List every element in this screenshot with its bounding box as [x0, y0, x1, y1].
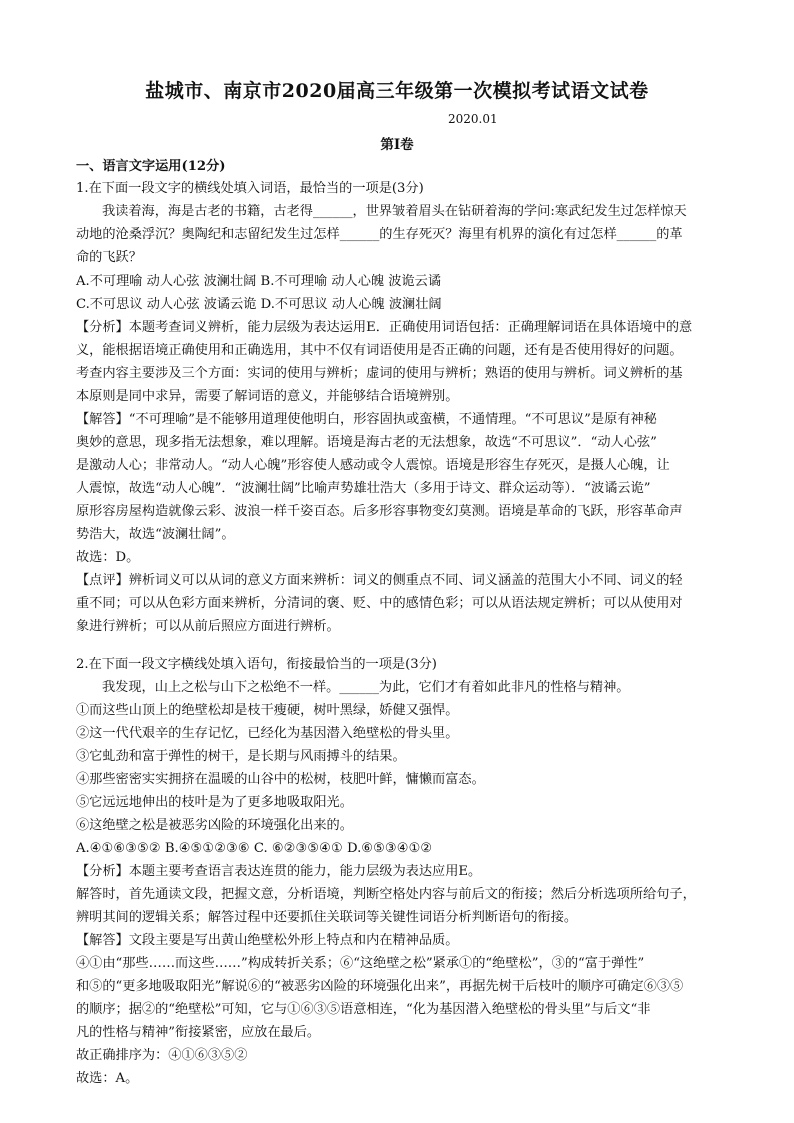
question-2-sentence: ⑥这绝壁之松是被恶劣凶险的环境强化出来的。	[76, 818, 353, 833]
question-2-sentence: ⑤它远远地伸出的枝叶是为了更多地吸取阳光。	[76, 795, 353, 810]
volume-heading: 第Ⅰ卷	[380, 137, 414, 153]
question-2-answer-line: 和⑤的“更多地吸取阳光”解说⑥的“被恶劣凶险的环境强化出来”，再据先树干后枝叶的顺序可确定⑥③⑤	[76, 979, 684, 994]
question-2-sentence: ①而这些山顶上的绝壁松却是枝干瘦硬，树叶黑绿，娇健又强悍。	[76, 703, 459, 718]
question-1-answer-line: 原形容房屋构造就像云彩、波浪一样千姿百态。后多形容事物变幻莫测。语境是革命的飞跃，形容革命声	[76, 504, 683, 519]
question-2-choice: 故选：A。	[76, 1071, 139, 1086]
question-2-answer-line: 的顺序；据②的“绝壁松”可知，它与①⑥③⑤语意相连，“化为基因潜入绝壁松的骨头里”与后文“非	[76, 1002, 651, 1017]
question-1-analysis-line: 考查内容主要涉及三个方面：实词的使用与辨析；虚词的使用与辨析；熟语的使用与辨析。词义辨析的基	[76, 366, 683, 381]
question-1-answer-line: 势浩大，故选“波澜壮阔”。	[76, 527, 235, 542]
question-2-order: 故正确排序为：④①⑥③⑤②	[76, 1048, 248, 1063]
question-1-answer-line: 是激动人心；非常动人。“动人心魄”形容使人感动或令人震惊。语境是形容生存死灭，是摄人心魄，让	[76, 458, 670, 473]
question-1-answer-line: 人震惊，故选“动人心魄”．“波澜壮阔”比喻声势雄壮浩大（多用于诗文、群众运动等）．“波谲云诡”	[76, 481, 651, 496]
question-2-analysis-line: 【分析】本题主要考查语言表达连贯的能力，能力层级为表达应用E。	[76, 864, 482, 879]
question-2-answer-line: 凡的性格与精神”衔接紧密，应放在最后。	[76, 1025, 321, 1040]
question-1-passage-line: 命的飞跃？	[76, 250, 142, 265]
question-2-answer-line: 【解答】文段主要是写出黄山绝壁松外形上特点和内在精神品质。	[76, 933, 459, 948]
question-1-answer-line: 【解答】“不可理喻”是不能够用道理使他明白，形容固执或蛮横，不通情理。“不可思议”是原有神秘	[76, 412, 657, 427]
question-2-answer-line: ④①由“那些……而这些……”构成转折关系；⑥“这绝壁之松”紧承①的“绝壁松”，③的“富于弹性”	[76, 956, 645, 971]
question-1-choice: 故选：D。	[76, 550, 140, 565]
question-1-comment-line: 【点评】辨析词义可以从词的意义方面来辨析：词义的侧重点不同、词义涵盖的范围大小不同、词义的轻	[76, 573, 683, 588]
question-2-sentence: ④那些密密实实拥挤在温暖的山谷中的松树，枝肥叶鲜，慵懒而富态。	[76, 772, 485, 787]
question-2-passage-line: 我发现，山上之松与山下之松绝不一样。______为此，它们才有着如此非凡的性格与精神。	[102, 680, 630, 695]
page-title: 盐城市、南京市2020届高三年级第一次模拟考试语文试卷	[145, 80, 649, 102]
question-1-comment-line: 象进行辨析；可以从前后照应方面进行辨析。	[76, 619, 340, 634]
question-1-comment-line: 重不同；可以从色彩方面来辨析，分清词的褒、贬、中的感情色彩；可以从语法规定辨析；可以从使用对	[76, 596, 683, 611]
section-heading: 一、语言文字运用(12分)	[76, 159, 226, 174]
question-2-stem: 2.在下面一段文字横线处填入语句，衔接最恰当的一项是(3分)	[76, 657, 437, 672]
question-2-sentence: ②这一代代艰辛的生存记忆，已经化为基因潜入绝壁松的骨头里。	[76, 726, 459, 741]
question-1-options-ab: A.不可理喻 动人心弦 波澜壮阔 B.不可理喻 动人心魄 波诡云谲	[76, 274, 442, 289]
question-1-passage-line: 动地的沧桑浮沉？奥陶纪和志留纪发生过怎样______的生存死灭？海里有机界的演化有过怎样______的革	[76, 227, 683, 242]
question-1-answer-line: 奥妙的意思，现多指无法想象，难以理解。语境是海古老的无法想象，故选“不可思议”．“动人心弦”	[76, 435, 657, 450]
question-1-analysis-line: 义，能根据语境正确使用和正确选用，其中不仅有词语使用是否正确的问题，还有是否使用得好的问题。	[76, 343, 683, 358]
question-1-options-cd: C.不可思议 动人心弦 波谲云诡 D.不可思议 动人心魄 波澜壮阔	[76, 297, 442, 312]
question-2-analysis-line: 辨明其间的逻辑关系；解答过程中还要抓住关联词等关键性词语分析判断语句的衔接。	[76, 910, 578, 925]
question-1-passage-line: 我读着海，海是古老的书籍，古老得______，世界皱着眉头在钻研着海的学问:寒武纪发生过怎样惊天	[102, 204, 687, 219]
exam-date: 2020.01	[448, 112, 498, 126]
question-1-analysis-line: 【分析】本题考查词义辨析，能力层级为表达运用E．正确使用词语包括：正确理解词语在具体语境中的意	[76, 320, 693, 335]
question-2-analysis-line: 解答时，首先通读文段，把握文意，分析语境，判断空格处内容与前后文的衔接；然后分析选项所给句子，	[76, 887, 696, 902]
question-2-sentence: ③它虬劲和富于弹性的树干，是长期与风雨搏斗的结果。	[76, 749, 406, 764]
question-2-options: A.④①⑥③⑤② B.④⑤①②③⑥ C. ⑥②③⑤④① D.⑥⑤③④①②	[76, 841, 433, 856]
question-1-stem: 1.在下面一段文字的横线处填入词语，最恰当的一项是(3分)	[76, 181, 424, 196]
question-1-analysis-line: 本原则是同中求异，需要了解词语的意义，并能够结合语境辨别。	[76, 389, 459, 404]
